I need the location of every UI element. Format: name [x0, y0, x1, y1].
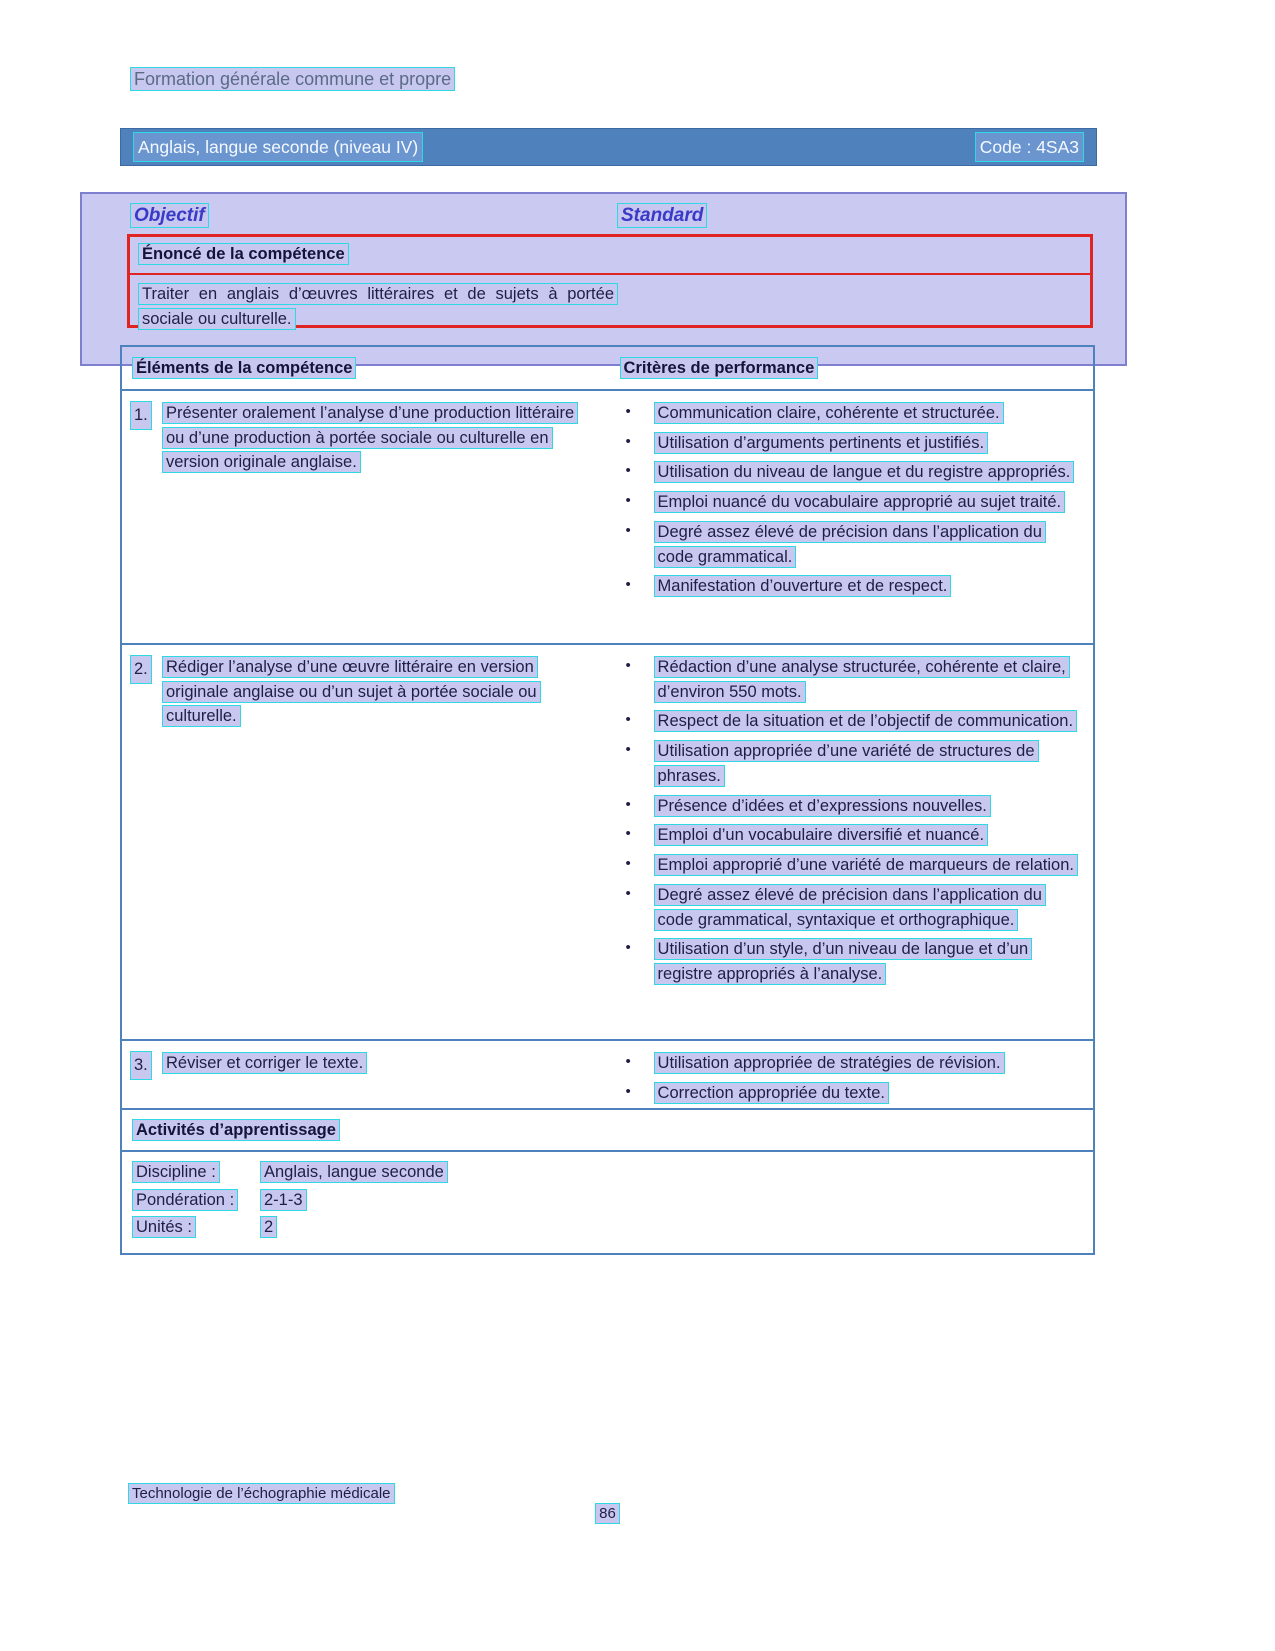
criteria-item: [610, 574, 1079, 599]
field-value: [260, 1188, 307, 1213]
criteria-item: [610, 1081, 1079, 1106]
criteria-text: Emploi approprié d’une variété de marqueurs de relation.: [654, 854, 1078, 876]
field-label: [132, 1215, 260, 1240]
objectif-heading: Objectif: [130, 203, 209, 228]
criteria-text: Utilisation appropriée de stratégies de révision.: [654, 1052, 1005, 1074]
criteria-text: Manifestation d’ouverture et de respect.: [654, 575, 952, 597]
criteria-text: Degré assez élevé de précision dans l’application du code grammatical.: [654, 521, 1046, 568]
standard-heading: Standard: [617, 203, 707, 228]
column-header-criteres: Critères de performance: [606, 356, 1093, 381]
field-value-text: 2-1-3: [260, 1189, 307, 1211]
enonce-box: [127, 234, 1093, 328]
criteria-text: Rédaction d’une analyse structurée, cohérente et claire, d’environ 550 mots.: [654, 656, 1070, 703]
criteria-text: Utilisation appropriée d’une variété de structures de phrases.: [654, 740, 1039, 787]
criteria-text: Présence d’idées et d’expressions nouvelles.: [654, 795, 991, 817]
activites-field-row: [132, 1188, 1083, 1213]
element-number: 2.: [130, 655, 152, 684]
bullet-icon: •: [625, 402, 631, 420]
criteria-cell: [606, 391, 1093, 643]
activites-field-row: [132, 1215, 1083, 1240]
enonce-body-text: Traiter en anglais d’œuvres littéraires et de sujets à portée sociale ou culturelle.: [138, 283, 618, 330]
bullet-icon: •: [625, 795, 631, 813]
course-title: Anglais, langue seconde (niveau IV): [133, 132, 423, 162]
criteria-item: [610, 490, 1079, 515]
section-title: Formation générale commune et propre: [130, 67, 455, 91]
criteria-item: [610, 460, 1079, 485]
bullet-icon: •: [625, 492, 631, 509]
bullet-icon: •: [625, 825, 631, 843]
table-row: [122, 391, 1093, 643]
field-label-text: Discipline :: [132, 1161, 220, 1183]
criteria-item: [610, 739, 1079, 789]
element-number: 3.: [130, 1051, 152, 1080]
criteria-text: Utilisation d’un style, d’un niveau de langue et d’un registre appropriés à l’analyse.: [654, 938, 1033, 985]
field-label: [132, 1188, 260, 1213]
bullet-icon: •: [625, 656, 631, 674]
enonce-title-row: [130, 237, 1090, 275]
activites-title: Activités d’apprentissage: [132, 1119, 340, 1141]
field-value-text: 2: [260, 1216, 277, 1238]
criteria-text: Respect de la situation et de l’objectif de communication.: [654, 710, 1077, 732]
bullet-icon: •: [625, 521, 631, 539]
criteria-text: Degré assez élevé de précision dans l’application du code grammatical, syntaxique et orthographique.: [654, 884, 1046, 931]
criteria-text: Emploi d’un vocabulaire diversifié et nuancé.: [654, 824, 989, 846]
criteria-item: [610, 883, 1079, 933]
criteria-item: [610, 431, 1079, 456]
footer-page-number: 86: [120, 1503, 1095, 1526]
criteria-text: Communication claire, cohérente et structurée.: [654, 402, 1004, 424]
competence-table-header: [122, 347, 1093, 391]
element-text: Présenter oralement l’analyse d’une production littéraire ou d’une production à portée sociale ou culturelle en version originale anglaise.: [162, 402, 578, 474]
bullet-icon: •: [625, 741, 631, 758]
competence-table-body: [122, 391, 1093, 1121]
enonce-body-row: [130, 275, 1090, 339]
enonce-title: Énoncé de la compétence: [138, 243, 349, 265]
field-label-text: Pondération :: [132, 1189, 238, 1211]
column-header-elements: Éléments de la compétence: [122, 356, 606, 381]
course-code: Code : 4SA3: [975, 132, 1084, 162]
criteria-item: [610, 520, 1079, 570]
activites-fields: [122, 1152, 1093, 1253]
activites-box: [120, 1108, 1095, 1255]
criteria-text: Emploi nuancé du vocabulaire approprié au sujet traité.: [654, 491, 1066, 513]
criteria-item: [610, 401, 1079, 426]
field-value-text: Anglais, langue seconde: [260, 1161, 448, 1183]
table-row: [122, 643, 1093, 1039]
criteria-item: [610, 937, 1079, 987]
criteria-item: [610, 853, 1079, 878]
criteria-item: [610, 823, 1079, 848]
element-text: Rédiger l’analyse d’une œuvre littéraire en version originale anglaise ou d’un sujet à portée sociale ou culturelle.: [162, 656, 541, 728]
bullet-icon: •: [625, 432, 631, 450]
field-label-text: Unités :: [132, 1216, 196, 1238]
field-value: [260, 1215, 277, 1240]
footer-program-name: Technologie de l’échographie médicale: [128, 1483, 395, 1506]
field-label: [132, 1160, 260, 1185]
criteria-item: [610, 709, 1079, 734]
criteria-cell: [606, 645, 1093, 1039]
element-cell: [122, 645, 606, 1039]
element-text: Réviser et corriger le texte.: [162, 1052, 367, 1074]
objectif-standard-panel: [80, 192, 1127, 366]
criteria-item: [610, 1051, 1079, 1076]
criteria-text: Correction appropriée du texte.: [654, 1082, 889, 1104]
activites-title-row: [122, 1110, 1093, 1152]
criteria-text: Utilisation du niveau de langue et du registre appropriés.: [654, 461, 1075, 483]
criteria-item: [610, 794, 1079, 819]
course-banner: [120, 128, 1097, 166]
criteria-text: Utilisation d’arguments pertinents et justifiés.: [654, 432, 989, 454]
bullet-icon: •: [625, 576, 631, 594]
bullet-icon: •: [625, 855, 631, 872]
bullet-icon: •: [625, 462, 631, 480]
document-section-header: [130, 66, 455, 93]
field-value: [260, 1160, 448, 1185]
bullet-icon: •: [625, 884, 631, 902]
bullet-icon: •: [625, 1052, 631, 1070]
element-number: 1.: [130, 401, 152, 430]
criteria-item: [610, 655, 1079, 705]
bullet-icon: •: [625, 939, 631, 957]
element-cell: [122, 391, 606, 643]
activites-field-row: [132, 1160, 1083, 1185]
bullet-icon: •: [625, 711, 631, 729]
bullet-icon: •: [625, 1082, 631, 1100]
competence-table: [120, 345, 1095, 1122]
